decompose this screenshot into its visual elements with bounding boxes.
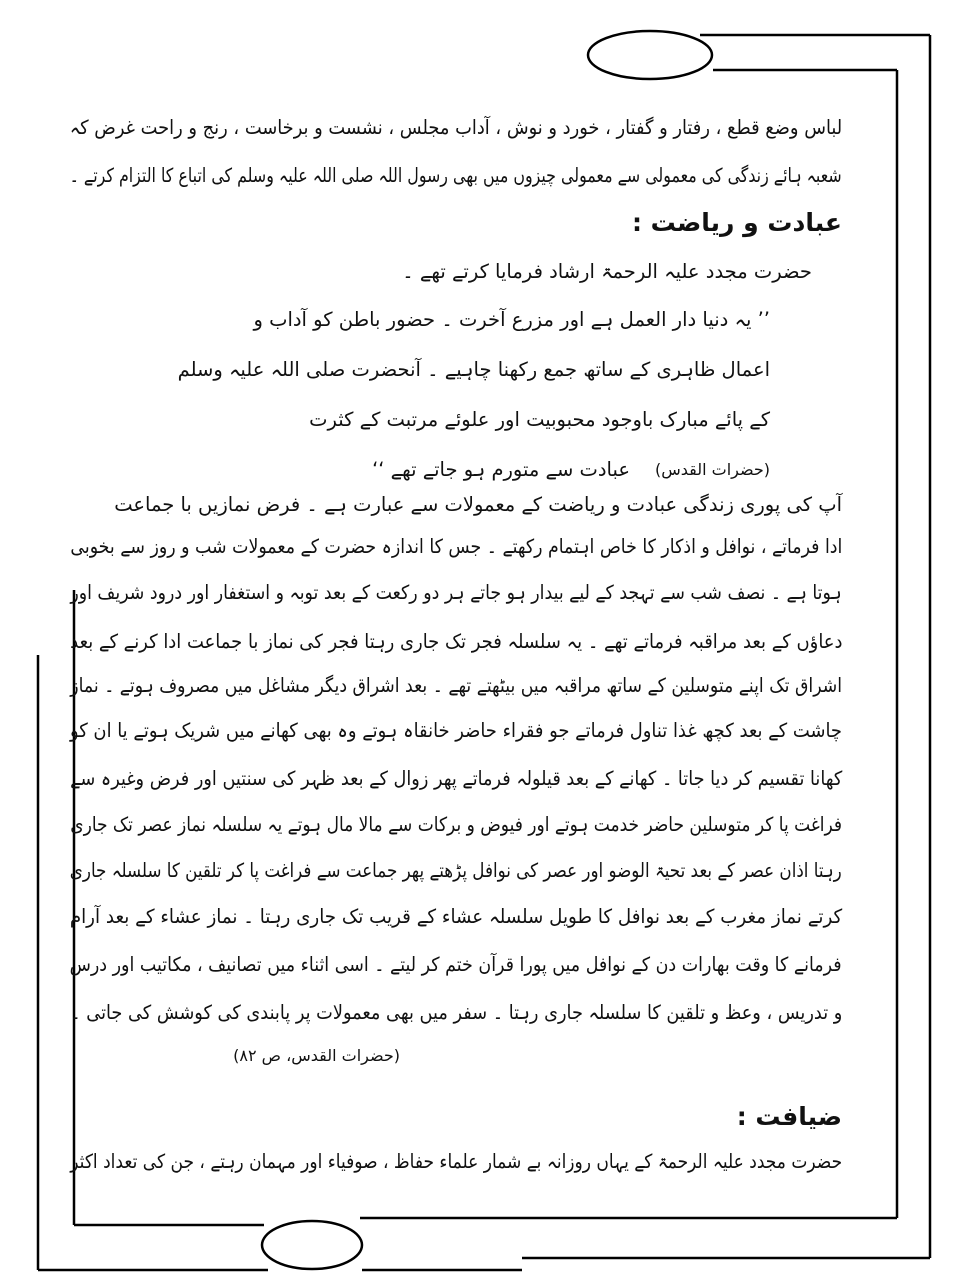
- para2-line-12: و تدریس ، وعظ و تلقین کا سلسلہ جاری رہتا ۔ سفر میں بھی معمولات پر پابندی کی کوشش کی جاتی ۔: [69, 1001, 842, 1024]
- para2-line-7: کھانا تقسیم کر دیا جاتا ۔ کھانے کے بعد قیلولہ فرماتے پھر زوال کے بعد ظہر کی سنتیں اور فرض وغیرہ سے: [69, 767, 842, 790]
- para2-line-5: اشراق تک اپنے متوسلین کے ساتھ مراقبہ میں بیٹھتے تھے ۔ بعد اشراق دیگر مشاغل میں مصروف ہوتے ۔ نماز: [70, 674, 842, 697]
- intro-line: حضرت مجدد علیہ الرحمۃ ارشاد فرمایا کرتے تھے ۔: [402, 260, 812, 283]
- quote-line-1: ’’ یہ دنیا دار العمل ہے اور مزرع آخرت ۔ حضور باطن کو آداب و: [253, 308, 770, 331]
- para2-line-1: آپ کی پوری زندگی عبادت و ریاضت کے معمولات سے عبارت ہے ۔ فرض نمازیں با جماعت: [114, 493, 842, 516]
- bottom-ornament-ellipse: [262, 1221, 362, 1269]
- para2-line-10: کرتے نماز مغرب کے بعد نوافل کا طویل سلسلہ عشاء کے قریب تک جاری رہتا ۔ نماز عشاء کے بعد آرام: [69, 905, 842, 928]
- quote-line-4: عبادت سے متورم ہو جاتے تھے ‘‘: [372, 458, 630, 481]
- para1-line-1: لباس وضع قطع ، رفتار و گفتار ، خورد و نوش ، آداب مجلس ، نشست و برخاست ، رنج و راحت غرض کہ: [69, 116, 842, 139]
- para2-citation: (حضرات القدس، ص ۸۲): [233, 1046, 400, 1065]
- top-ornament-ellipse: [588, 31, 712, 79]
- heading-worship: عبادت و ریاضت :: [631, 208, 842, 237]
- para2-line-8: فراغت پا کر متوسلین حاضر خدمت ہوتے اور فیوض و برکات سے مالا مال ہوتے یہ سلسلہ نماز عصر تک جاری: [70, 813, 842, 836]
- para2-line-4: دعاؤں کے بعد مراقبہ فرماتے تھے ۔ یہ سلسلہ فجر تک جاری رہتا فجر کی نماز با جماعت ادا کرنے کے بعد: [69, 630, 842, 653]
- para1-line-2: شعبہ ہائے زندگی کی معمولی سے معمولی چیزوں میں بھی رسول اللہ صلی اللہ علیہ وسلم کی اتباع کا التزام کرتے ۔: [69, 164, 842, 187]
- para3-line-1: حضرت مجدد علیہ الرحمۃ کے یہاں روزانہ بے شمار علماء حفاظ ، صوفیاء اور مہمان رہتے ، جن کی تعداد اکثر: [70, 1150, 842, 1173]
- quote-line-3: کے پائے مبارک باوجود محبوبیت اور علوئے مرتبت کے کثرت: [309, 408, 770, 431]
- heading-hospitality: ضیافت :: [736, 1102, 842, 1131]
- quote-citation: (حضرات القدس): [654, 460, 770, 479]
- para2-line-6: چاشت کے بعد کچھ غذا تناول فرماتے جو فقراء حاضر خانقاہ ہوتے وہ بھی کھانے میں شریک ہوتے یا ان کو: [69, 719, 842, 742]
- para2-line-2: ادا فرماتے ، نوافل و اذکار کا خاص اہتمام رکھتے ۔ جس کا اندازہ حضرت کے معمولات شب و روز سے بخوبی: [70, 535, 842, 558]
- quote-line-2: اعمال ظاہری کے ساتھ جمع رکھنا چاہیے ۔ آنحضرت صلی اللہ علیہ وسلم: [177, 358, 770, 381]
- para2-line-3: ہوتا ہے ۔ نصف شب سے تہجد کے لیے بیدار ہو جاتے ہر دو رکعت کے بعد توبہ و استغفار اور درود شریف اور: [70, 581, 842, 604]
- para2-line-11: فرمانے کا وقت بھارات دن کے نوافل میں پورا قرآن ختم کر لیتے ۔ اسی اثناء میں تصانیف ، مکاتیب اور درس: [69, 953, 842, 976]
- para2-line-9: رہتا اذان عصر کے بعد تحیۃ الوضو اور عصر کی نوافل پڑھتے پھر جماعت سے فراغت پا کر تلقین کا سلسلہ جاری: [70, 859, 842, 882]
